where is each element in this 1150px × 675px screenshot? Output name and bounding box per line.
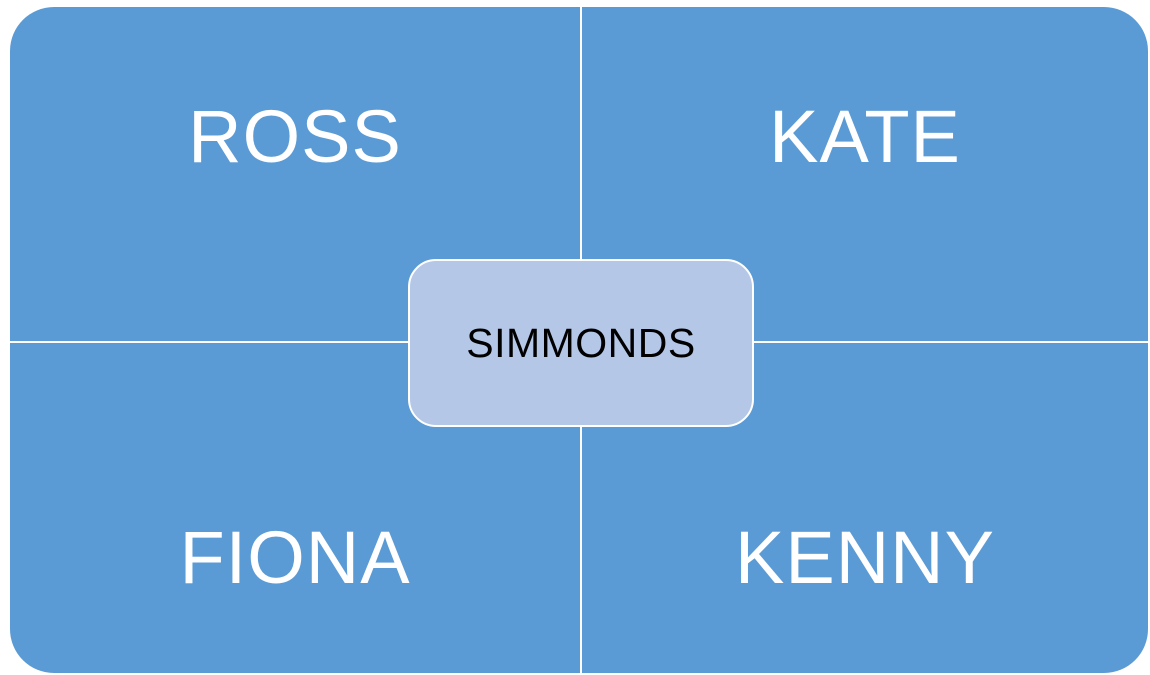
quadrant-label-ross: ROSS xyxy=(188,95,402,178)
quadrant-label-kenny: KENNY xyxy=(735,516,995,599)
quadrant-label-kate: KATE xyxy=(769,95,961,178)
center-label: SIMMONDS xyxy=(466,319,696,366)
center-node xyxy=(408,259,754,427)
quadrant-label-fiona: FIONA xyxy=(179,516,411,599)
